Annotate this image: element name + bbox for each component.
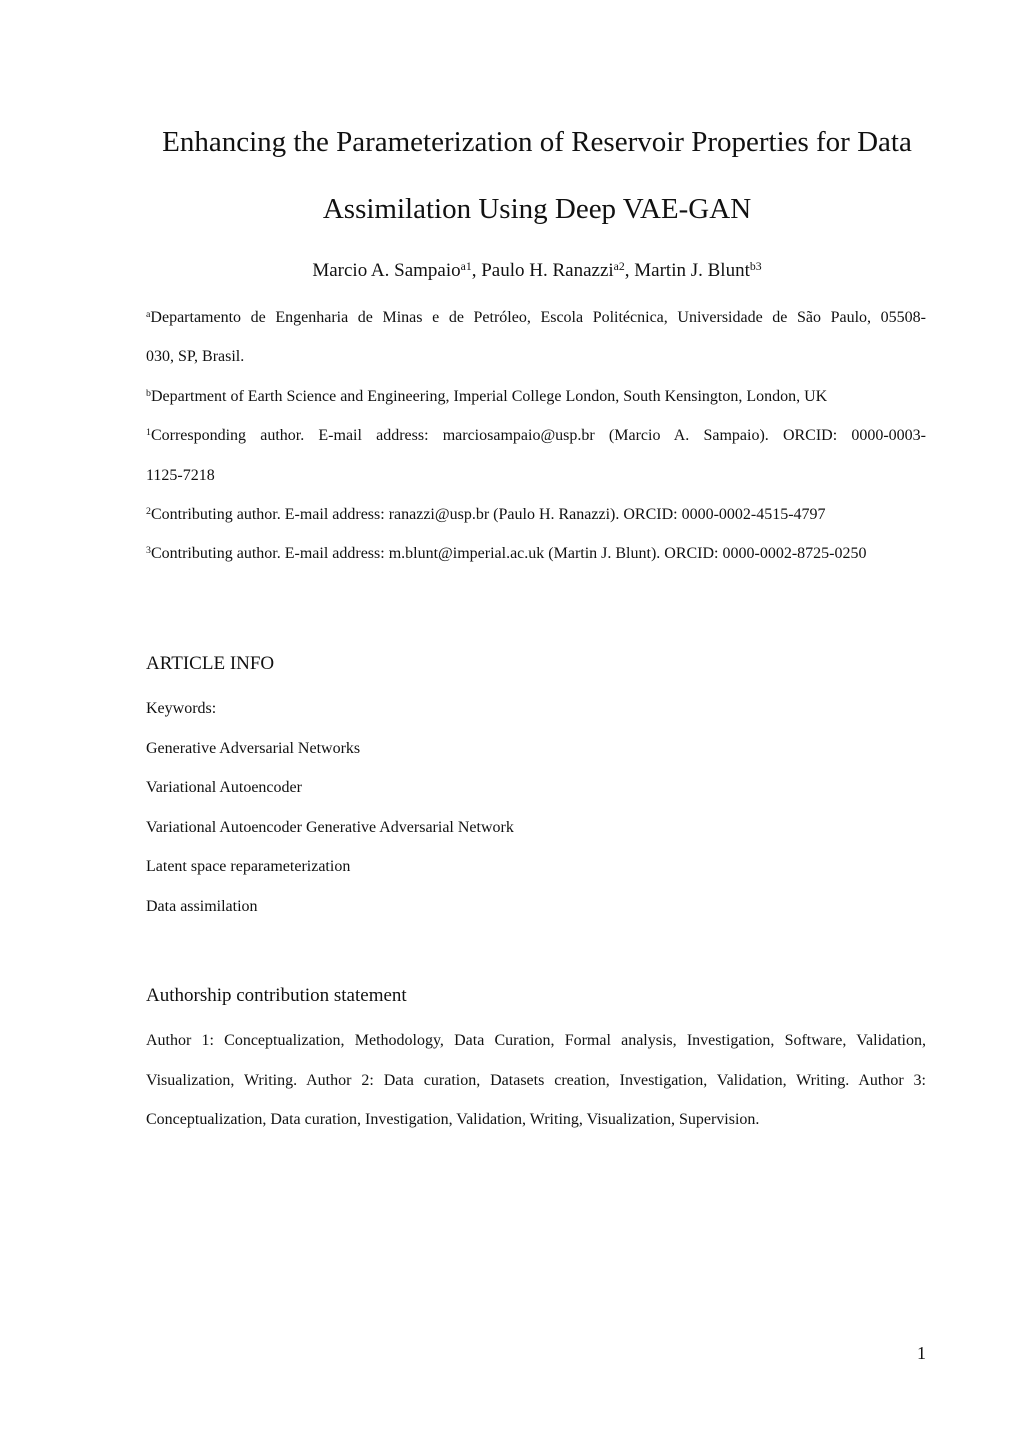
corresponding-author-note — [146, 428, 926, 444]
authorship-statement-line: Author 1: Conceptualization, Methodology, Data Curation, Formal analysis, Investigation, Software, Validation, — [146, 1032, 926, 1049]
keyword-item: Generative Adversarial Networks — [146, 740, 361, 757]
author-name: Martin J. Blunt — [634, 260, 750, 281]
affiliation-text: Departamento de Engenharia de Minas e de Petróleo, Escola Politécnica, Universidade de São Paulo, 05508- — [150, 309, 926, 326]
article-info-heading: ARTICLE INFO — [146, 653, 275, 674]
author-affiliation-mark: b3 — [749, 259, 762, 273]
author-name: Marcio A. Sampaio — [312, 260, 461, 281]
author-name: Paulo H. Ranazzi — [481, 260, 614, 281]
footnote-text: Contributing author. E-mail address: m.blunt@imperial.ac.uk (Martin J. Blunt). ORCID: 0000-0002-8725-0250 — [150, 545, 867, 562]
affiliation-a-continuation: 030, SP, Brasil. — [146, 348, 245, 365]
author-list — [120, 260, 954, 282]
affiliation-a — [146, 310, 926, 326]
footnote-text: Corresponding author. E-mail address: marciosampaio@usp.br (Marcio A. Sampaio). ORCID: 0000-0003- — [150, 427, 926, 444]
affiliation-b — [146, 389, 827, 405]
contributing-author-note-2 — [146, 507, 826, 523]
paper-title-line-2: Assimilation Using Deep VAE-GAN — [322, 193, 752, 225]
author-separator: , — [624, 260, 635, 281]
author-separator: , — [471, 260, 482, 281]
footnote-text: Contributing author. E-mail address: ranazzi@usp.br (Paulo H. Ranazzi). ORCID: 0000-0002-4515-4797 — [150, 506, 826, 523]
footnote-mark: 1 — [146, 426, 151, 438]
keyword-item: Variational Autoencoder — [146, 779, 302, 796]
paper-title-line-1: Enhancing the Parameterization of Reservoir Properties for Data — [162, 126, 912, 158]
corresponding-author-note-continuation: 1125-7218 — [146, 467, 215, 484]
page-number: 1 — [917, 1343, 926, 1363]
contributing-author-note-3 — [146, 546, 866, 562]
authorship-heading: Authorship contribution statement — [146, 985, 407, 1006]
footnote-mark: 2 — [146, 505, 151, 517]
keyword-item: Variational Autoencoder Generative Adversarial Network — [146, 819, 514, 836]
authorship-statement-line: Visualization, Writing. Author 2: Data curation, Datasets creation, Investigation, Validation, Writing. Author 3: — [146, 1072, 926, 1089]
footnote-mark: 3 — [146, 544, 151, 556]
affiliation-mark: b — [146, 387, 151, 399]
keywords-label: Keywords: — [146, 700, 217, 717]
authorship-statement-line: Conceptualization, Data curation, Investigation, Validation, Writing, Visualization, Supervision. — [146, 1111, 760, 1128]
keyword-item: Latent space reparameterization — [146, 858, 351, 875]
author-affiliation-mark: a1 — [460, 259, 472, 273]
keyword-item: Data assimilation — [146, 898, 258, 915]
author-affiliation-mark: a2 — [613, 259, 625, 273]
affiliation-mark: a — [146, 308, 151, 320]
affiliation-text: Department of Earth Science and Engineering, Imperial College London, South Kensington, London, UK — [150, 388, 828, 405]
